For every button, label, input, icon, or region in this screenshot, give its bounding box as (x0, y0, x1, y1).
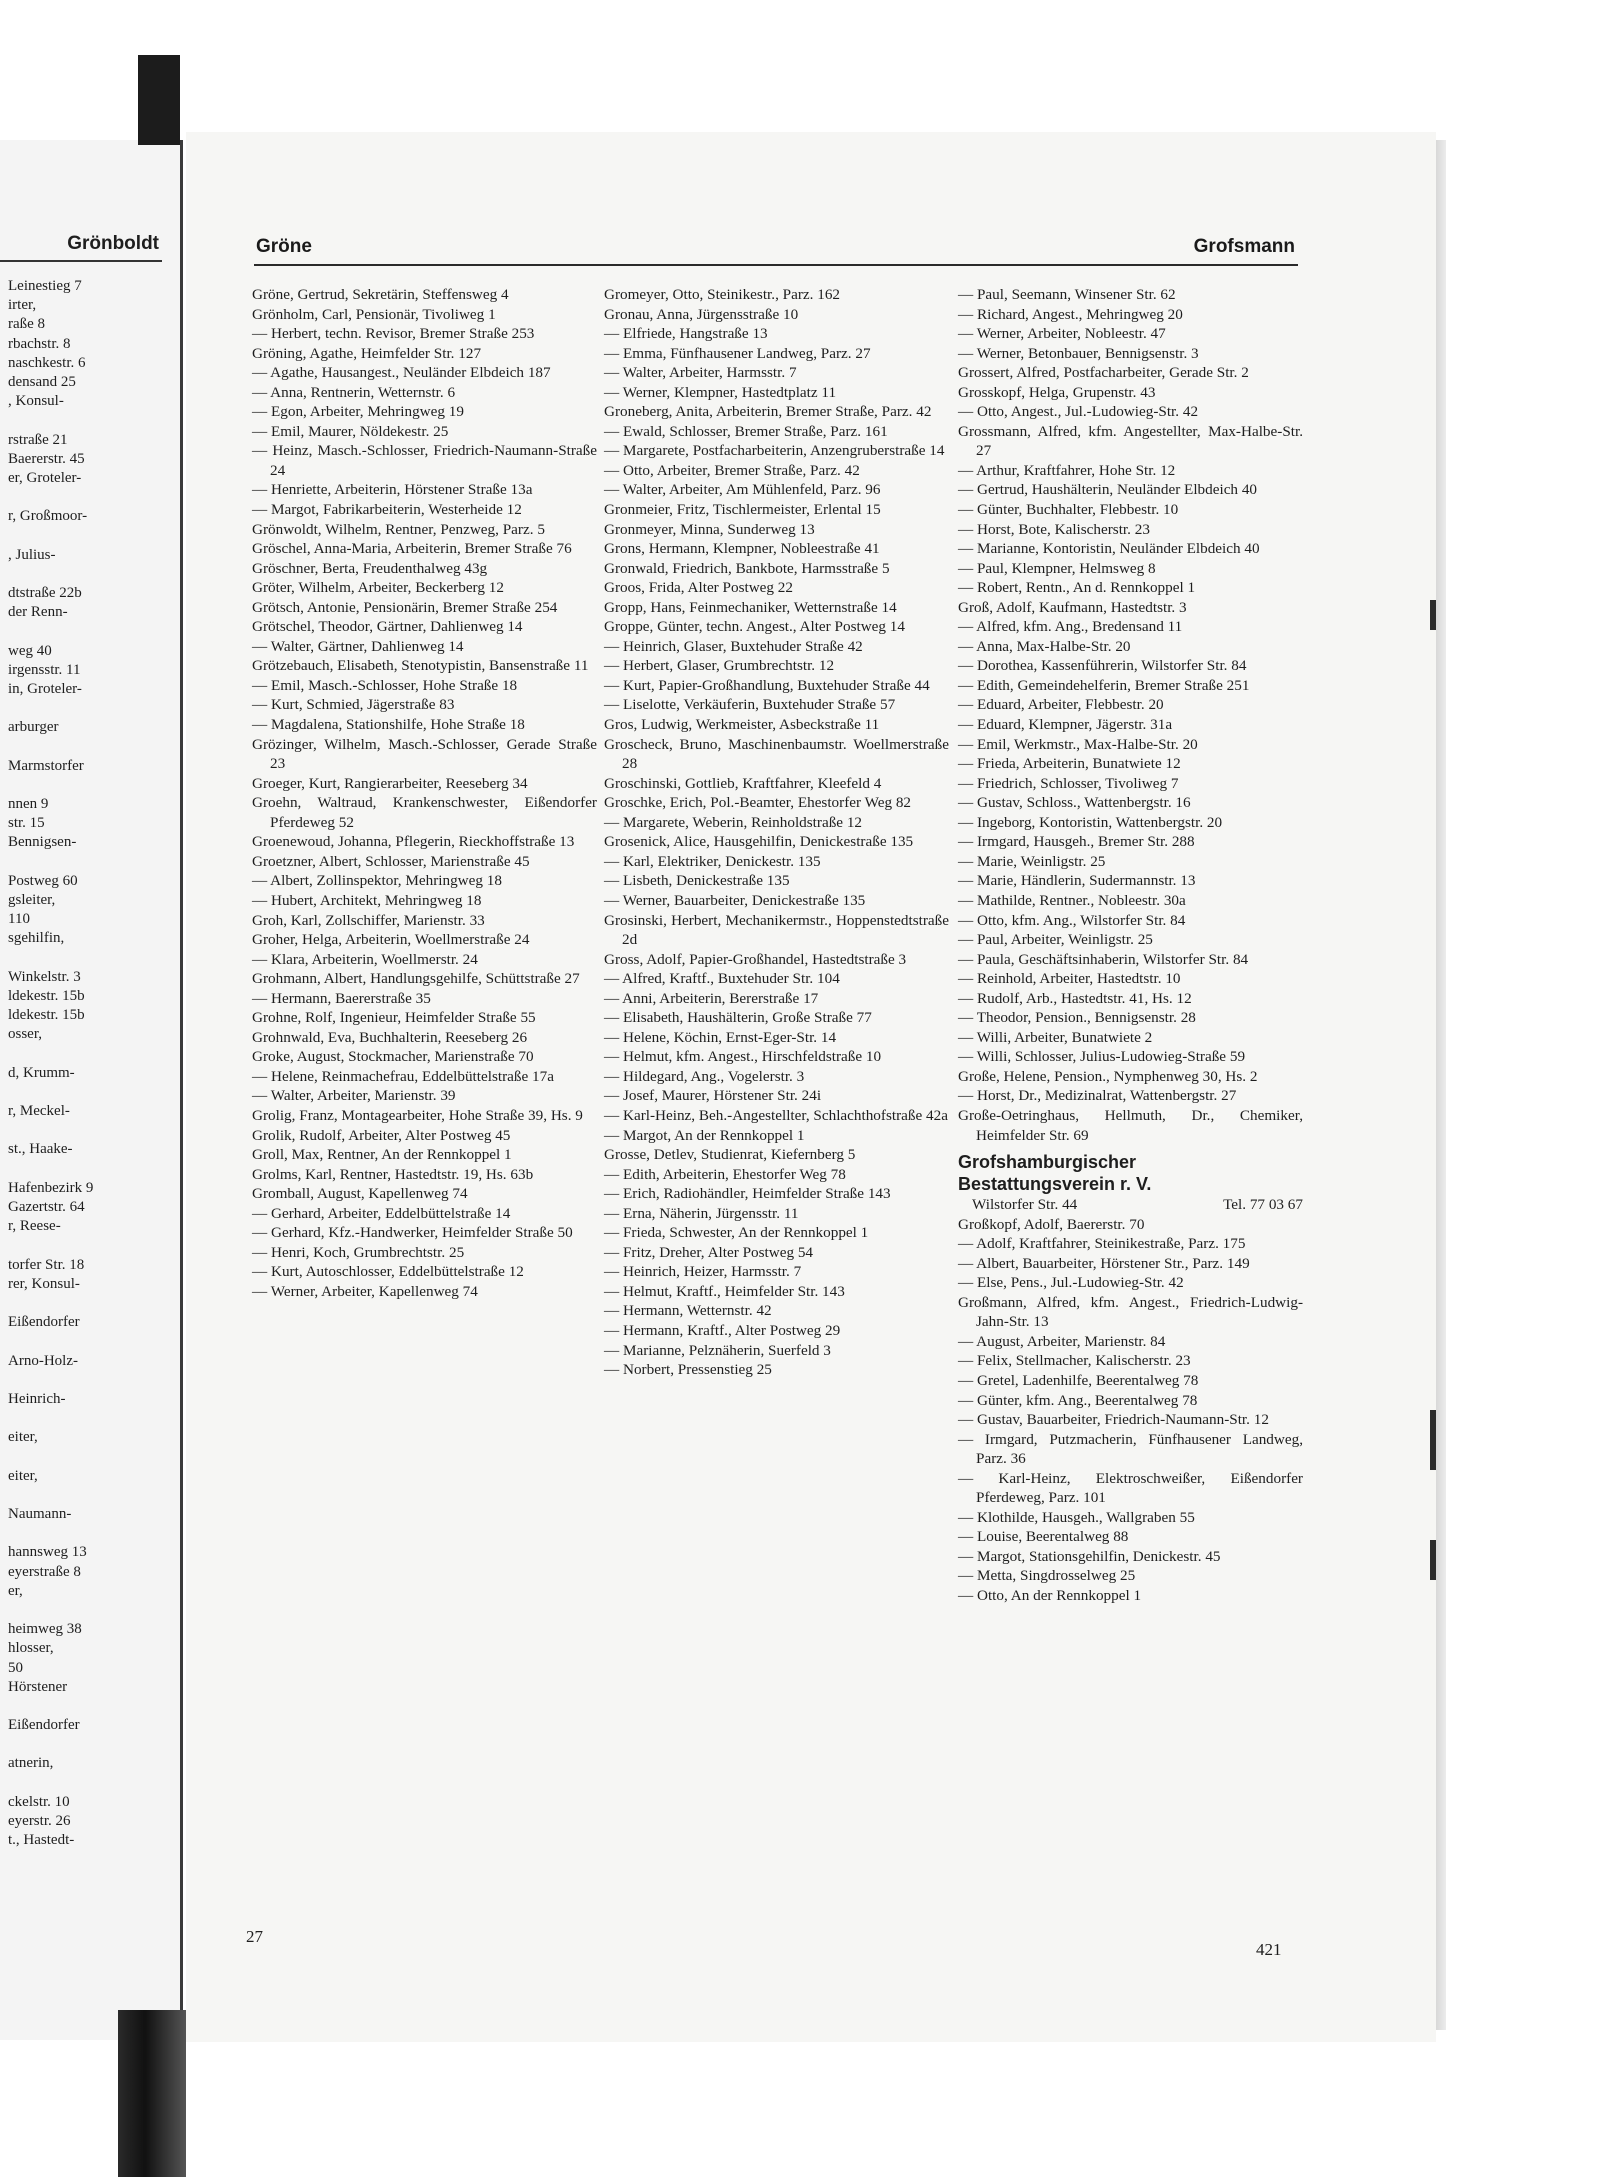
left-page-line (8, 1161, 168, 1180)
directory-entry: — Heinrich, Heizer, Harmsstr. 7 (604, 1263, 802, 1281)
directory-entry: Grönholm, Carl, Pensionär, Tivoliweg 1 (252, 305, 496, 323)
left-page-line: der Renn- (8, 604, 68, 621)
left-page-line (8, 1046, 168, 1065)
left-page-line: raße 8 (8, 316, 46, 333)
directory-entry: — Otto, kfm. Ang., Wilstorfer Str. 84 (958, 911, 1186, 929)
left-page-line (8, 1295, 168, 1314)
directory-entry: — Erich, Radiohändler, Heimfelder Straße 143 (604, 1185, 891, 1203)
directory-entry: — Louise, Beerentalweg 88 (958, 1528, 1129, 1546)
directory-entry: — Else, Pens., Jul.-Ludowieg-Str. 42 (958, 1274, 1184, 1292)
left-page-line: r, Meckel- (8, 1103, 70, 1120)
left-page-line (8, 489, 168, 508)
directory-entry: — Anni, Arbeiterin, Bererstraße 17 (604, 989, 819, 1007)
left-page-line: Arno-Holz- (8, 1352, 78, 1369)
left-page-line: Winkelstr. 3 (8, 968, 81, 985)
directory-entry: Gropp, Hans, Feinmechaniker, Wetternstraße 14 (604, 598, 897, 616)
left-page-line: torfer Str. 18 (8, 1256, 85, 1273)
directory-entry: Grohmann, Albert, Handlungsgehilfe, Schüttstraße 27 (252, 970, 580, 988)
page-number-left: 27 (246, 1927, 263, 1946)
directory-column-1 (252, 285, 597, 1301)
directory-entry: — Hermann, Wetternstr. 42 (604, 1302, 772, 1320)
left-page-fragment (0, 140, 183, 2040)
directory-entry: Grossmann, Alfred, kfm. Angestellter, Max-Halbe-Str. 27 (958, 422, 1303, 460)
directory-entry: Große, Helene, Pension., Nymphenweg 30, Hs. 2 (958, 1067, 1258, 1085)
directory-entry: — Lisbeth, Denickestraße 135 (604, 872, 790, 890)
directory-entry: — Kurt, Papier-Großhandlung, Buxtehuder Straße 44 (604, 676, 930, 694)
left-page-line (8, 1410, 168, 1429)
directory-entry: — Irmgard, Putzmacherin, Fünfhausener Landweg, Parz. 36 (958, 1430, 1303, 1468)
directory-entry: Grosskopf, Helga, Grupenstr. 43 (958, 383, 1156, 401)
directory-entry: Gronmeier, Fritz, Tischlermeister, Erlental 15 (604, 501, 881, 519)
directory-entry: — Marie, Weinligstr. 25 (958, 852, 1106, 870)
directory-entry: — Agathe, Hausangest., Neuländer Elbdeich 187 (252, 364, 551, 382)
directory-entry: Grötzebauch, Elisabeth, Stenotypistin, Bansenstraße 11 (252, 657, 589, 675)
directory-entry: — Friedrich, Schlosser, Tivoliweg 7 (958, 774, 1179, 792)
directory-entry: Grolms, Karl, Rentner, Hastedtstr. 19, Hs. 63b (252, 1165, 534, 1183)
left-page-line: naschkestr. 6 (8, 354, 86, 371)
running-head-left: Gröne (256, 236, 312, 257)
directory-entry: — Kurt, Autoschlosser, Eddelbüttelstraße 12 (252, 1263, 524, 1281)
advert-phone: Tel. 77 03 67 (1223, 1196, 1303, 1214)
left-page-line: str. 15 (8, 815, 45, 832)
directory-entry: Grözinger, Wilhelm, Masch.-Schlosser, Gerade Straße 23 (252, 735, 597, 773)
directory-entry: — Henri, Koch, Grumbrechtstr. 25 (252, 1243, 465, 1261)
left-page-line: nnen 9 (8, 796, 49, 813)
directory-entry: — Hildegard, Ang., Vogelerstr. 3 (604, 1067, 805, 1085)
directory-entry: — Elisabeth, Haushälterin, Große Straße 77 (604, 1009, 872, 1027)
directory-entry: — Frieda, Schwester, An der Rennkoppel 1 (604, 1224, 869, 1242)
directory-entry: Grohnwald, Eva, Buchhalterin, Reeseberg 26 (252, 1028, 528, 1046)
directory-entry: — Eduard, Klempner, Jägerstr. 31a (958, 716, 1173, 734)
directory-entry: Grötsch, Antonie, Pensionärin, Bremer Straße 254 (252, 598, 558, 616)
directory-entry: — Werner, Bauarbeiter, Denickestraße 135 (604, 891, 866, 909)
directory-entry: Groenewoud, Johanna, Pflegerin, Rieckhoffstraße 13 (252, 833, 575, 851)
directory-entry: — Otto, Arbeiter, Bremer Straße, Parz. 42 (604, 461, 860, 479)
directory-entry: Großkopf, Adolf, Baererstr. 70 (958, 1215, 1145, 1233)
directory-entry: — Anna, Max-Halbe-Str. 20 (958, 637, 1131, 655)
directory-entry: Groll, Max, Rentner, An der Rennkoppel 1 (252, 1146, 512, 1164)
directory-entry: Gröne, Gertrud, Sekretärin, Steffensweg 4 (252, 286, 509, 303)
directory-entry: — Margarete, Weberin, Reinholdstraße 12 (604, 813, 863, 831)
directory-entry: — Walter, Arbeiter, Am Mühlenfeld, Parz. 96 (604, 481, 881, 499)
directory-entry: — Reinhold, Arbeiter, Hastedtstr. 10 (958, 970, 1181, 988)
left-page-line: t., Hastedt- (8, 1832, 75, 1849)
margin-scan-mark (1430, 1540, 1436, 1580)
directory-entry: — Karl, Elektriker, Denickestr. 135 (604, 852, 821, 870)
left-page-line: Marmstorfer (8, 757, 84, 774)
directory-entry: Gross, Adolf, Papier-Großhandel, Hastedtstraße 3 (604, 950, 907, 968)
directory-entry: — Richard, Angest., Mehringweg 20 (958, 305, 1183, 323)
directory-entry: — Helmut, kfm. Angest., Hirschfeldstraße 10 (604, 1048, 882, 1066)
directory-entry: — Gustav, Schloss., Wattenbergstr. 16 (958, 794, 1191, 812)
directory-entry: — Robert, Rentn., An d. Rennkoppel 1 (958, 579, 1196, 597)
left-page-line: 110 (8, 911, 30, 928)
left-page-line (8, 1084, 168, 1103)
directory-entry: Groos, Frida, Alter Postweg 22 (604, 579, 793, 597)
left-running-head: Grönboldt (67, 233, 159, 254)
left-page-line: weg 40 (8, 642, 52, 659)
left-page-line: eyerstraße 8 (8, 1563, 81, 1580)
directory-entry: Gros, Ludwig, Werkmeister, Asbeckstraße 11 (604, 716, 880, 734)
running-head-right: Grofsmann (1193, 236, 1295, 257)
left-page-line (8, 1602, 168, 1621)
directory-entry: — Irmgard, Hausgeh., Bremer Str. 288 (958, 833, 1195, 851)
directory-entry: — Günter, kfm. Ang., Beerentalweg 78 (958, 1391, 1198, 1409)
directory-entry: — Helene, Köchin, Ernst-Eger-Str. 14 (604, 1028, 837, 1046)
directory-entry: — Walter, Arbeiter, Harmsstr. 7 (604, 364, 797, 382)
directory-entry: Grolik, Rudolf, Arbeiter, Alter Postweg 45 (252, 1126, 511, 1144)
directory-entry: — Paula, Geschäftsinhaberin, Wilstorfer Str. 84 (958, 950, 1249, 968)
directory-entry: Gronau, Anna, Jürgensstraße 10 (604, 305, 799, 323)
left-page-line (8, 1448, 168, 1467)
left-page-line (8, 777, 168, 796)
directory-entry: — Gretel, Ladenhilfe, Beerentalweg 78 (958, 1371, 1199, 1389)
left-page-line: osser, (8, 1026, 42, 1043)
directory-entry: — Herbert, Glaser, Grumbrechtstr. 12 (604, 657, 835, 675)
directory-entry: Grosenick, Alice, Hausgehilfin, Denickestraße 135 (604, 833, 914, 851)
directory-entry: — Josef, Maurer, Hörstener Str. 24i (604, 1087, 822, 1105)
directory-entry: — Elfriede, Hangstraße 13 (604, 325, 768, 343)
left-page-line (8, 700, 168, 719)
left-page-line: rer, Konsul- (8, 1275, 80, 1292)
left-head-rule (0, 260, 162, 262)
page-number-right: 421 (1256, 1940, 1282, 1959)
directory-entry: Grossert, Alfred, Postfacharbeiter, Gerade Str. 2 (958, 364, 1249, 382)
directory-entry: — Arthur, Kraftfahrer, Hohe Str. 12 (958, 461, 1176, 479)
left-page-line: atnerin, (8, 1755, 54, 1772)
left-page-line (8, 1698, 168, 1717)
directory-entry: — Fritz, Dreher, Alter Postweg 54 (604, 1243, 814, 1261)
directory-entry: — Gertrud, Haushälterin, Neuländer Elbdeich 40 (958, 481, 1258, 499)
directory-entry: — Marianne, Pelznäherin, Suerfeld 3 (604, 1341, 831, 1359)
left-page-lines (8, 278, 168, 1851)
left-page-line (8, 950, 168, 969)
page-edge (1436, 140, 1446, 2030)
left-page-line: in, Groteler- (8, 680, 82, 697)
left-page-line (8, 1525, 168, 1544)
directory-entry: — Hermann, Baererstraße 35 (252, 989, 431, 1007)
directory-entry: — Herbert, techn. Revisor, Bremer Straße 253 (252, 325, 535, 343)
left-page-line (8, 1487, 168, 1506)
directory-entry: Grons, Hermann, Klempner, Nobleestraße 41 (604, 540, 880, 558)
left-page-line: eiter, (8, 1467, 38, 1484)
left-page-line: arburger (8, 719, 59, 736)
left-page-line: , Julius- (8, 546, 56, 563)
directory-entry: — Emil, Maurer, Nöldekestr. 25 (252, 422, 449, 440)
left-page-line: irter, (8, 297, 37, 314)
directory-entry: — Adolf, Kraftfahrer, Steinikestraße, Parz. 175 (958, 1235, 1246, 1253)
directory-entry: — Albert, Bauarbeiter, Hörstener Str., Parz. 149 (958, 1254, 1250, 1272)
left-page-line: rstraße 21 (8, 431, 68, 448)
directory-entry: Groh, Karl, Zollschiffer, Marienstr. 33 (252, 911, 485, 929)
left-page-line: , Konsul- (8, 393, 64, 410)
directory-column-2 (604, 285, 949, 1380)
directory-entry: Groehn, Waltraud, Krankenschwester, Eißendorfer Pferdeweg 52 (252, 794, 597, 831)
directory-entry: Groscheck, Bruno, Maschinenbaumstr. Woellmerstraße 28 (604, 735, 949, 773)
directory-entry: — Paul, Arbeiter, Weinligstr. 25 (958, 931, 1153, 949)
directory-entry: — Werner, Klempner, Hastedtplatz 11 (604, 383, 837, 401)
directory-entry: — Helene, Reinmachefrau, Eddelbüttelstraße 17a (252, 1067, 554, 1085)
directory-entry: Gromeyer, Otto, Steinikestr., Parz. 162 (604, 286, 841, 303)
left-page-line: eiter, (8, 1429, 38, 1446)
directory-entry: — Klara, Arbeiterin, Woellmerstr. 24 (252, 950, 478, 968)
left-page-line (8, 1333, 168, 1352)
left-page-line: Hörstener (8, 1678, 68, 1695)
directory-entry: — Felix, Stellmacher, Kalischerstr. 23 (958, 1352, 1191, 1370)
left-page-line (8, 623, 168, 642)
left-page-line: heimweg 38 (8, 1621, 82, 1638)
directory-entry: — Margarete, Postfacharbeiterin, Anzengruberstraße 14 (604, 442, 945, 460)
directory-entry: Groppe, Günter, techn. Angest., Alter Postweg 14 (604, 618, 905, 636)
left-page-line: rbachstr. 8 (8, 335, 71, 352)
directory-entry: Grönwoldt, Wilhelm, Rentner, Penzweg, Parz. 5 (252, 520, 545, 538)
directory-entry: — Günter, Buchhalter, Flebbestr. 10 (958, 501, 1179, 519)
directory-entry: — Marie, Händlerin, Sudermannstr. 13 (958, 872, 1196, 890)
directory-entry: — Willi, Schlosser, Julius-Ludowieg-Straße 59 (958, 1048, 1246, 1066)
directory-entry: — Eduard, Arbeiter, Flebbestr. 20 (958, 696, 1164, 714)
directory-entry: — August, Arbeiter, Marienstr. 84 (958, 1332, 1166, 1350)
directory-entry: Gröschner, Berta, Freudenthalweg 43g (252, 559, 488, 577)
directory-entry: — Margot, An der Rennkoppel 1 (604, 1126, 805, 1144)
left-page-line (8, 1736, 168, 1755)
directory-entry: — Liselotte, Verkäuferin, Buxtehuder Straße 57 (604, 696, 896, 714)
directory-entry: Grosinski, Herbert, Mechanikermstr., Hoppenstedtstraße 2d (604, 911, 949, 949)
directory-entry: — Ingeborg, Kontoristin, Wattenbergstr. 20 (958, 813, 1223, 831)
directory-entry: — Heinz, Masch.-Schlosser, Friedrich-Naumann-Straße 24 (252, 442, 597, 479)
directory-entry: — Marianne, Kontoristin, Neuländer Elbdeich 40 (958, 540, 1260, 558)
left-page-line (8, 412, 168, 431)
directory-entry: — Metta, Singdrosselweg 25 (958, 1567, 1136, 1585)
directory-entry: Große-Oetringhaus, Hellmuth, Dr., Chemiker, Heimfelder Str. 69 (958, 1106, 1303, 1144)
directory-entry: — Paul, Klempner, Helmsweg 8 (958, 559, 1156, 577)
left-page-line: Naumann- (8, 1506, 72, 1522)
left-page-line: 50 (8, 1659, 23, 1676)
left-page-line: er, (8, 1582, 23, 1599)
directory-entry: — Ewald, Schlosser, Bremer Straße, Parz. 161 (604, 422, 888, 440)
directory-entry: Groschke, Erich, Pol.-Beamter, Ehestorfer Weg 82 (604, 794, 912, 812)
directory-entry: — Gerhard, Arbeiter, Eddelbüttelstraße 14 (252, 1204, 511, 1222)
directory-entry: Groeger, Kurt, Rangierarbeiter, Reeseberg 34 (252, 774, 528, 792)
directory-entry: Gröning, Agathe, Heimfelder Str. 127 (252, 344, 482, 362)
directory-entry: Groher, Helga, Arbeiterin, Woellmerstraße 24 (252, 931, 530, 949)
directory-entry: — Helmut, Kraftf., Heimfelder Str. 143 (604, 1282, 845, 1300)
left-page-line: sgehilfin, (8, 930, 65, 947)
left-page-line (8, 1237, 168, 1256)
left-page-line: Heinrich- (8, 1390, 66, 1407)
directory-entry: — Horst, Bote, Kalischerstr. 23 (958, 520, 1150, 538)
directory-entry: — Heinrich, Glaser, Buxtehuder Straße 42 (604, 637, 863, 655)
left-page-line: Gazertstr. 64 (8, 1199, 85, 1215)
left-page-line: irgensstr. 11 (8, 661, 81, 678)
directory-entry: — Emil, Werkmstr., Max-Halbe-Str. 20 (958, 735, 1198, 753)
binding-strip-top (138, 55, 180, 145)
directory-entry: — Emma, Fünfhausener Landweg, Parz. 27 (604, 344, 871, 362)
left-page-line: hannsweg 13 (8, 1544, 87, 1561)
directory-entry: Groneberg, Anita, Arbeiterin, Bremer Straße, Parz. 42 (604, 403, 932, 421)
left-page-line: hlosser, (8, 1640, 54, 1657)
binding-strip-bottom (118, 2010, 186, 2177)
directory-entry: Grohne, Rolf, Ingenieur, Heimfelder Straße 55 (252, 1009, 536, 1027)
left-page-line: dtstraße 22b (8, 585, 82, 601)
directory-entry: Gröter, Wilhelm, Arbeiter, Beckerberg 12 (252, 579, 504, 597)
directory-entry: — Hermann, Kraftf., Alter Postweg 29 (604, 1321, 841, 1339)
left-page-line: densand 25 (8, 373, 76, 390)
directory-entry: — Albert, Zollinspektor, Mehringweg 18 (252, 872, 502, 890)
directory-entry: — Werner, Arbeiter, Kapellenweg 74 (252, 1282, 478, 1300)
directory-entry: — Werner, Arbeiter, Nobleestr. 47 (958, 325, 1166, 343)
directory-entry: — Theodor, Pension., Bennigsenstr. 28 (958, 1009, 1196, 1027)
advert-line-1: Grofshamburgischer (958, 1152, 1137, 1173)
advert-line-2: Bestattungsverein r. V. (958, 1174, 1152, 1195)
directory-entry: Groschinski, Gottlieb, Kraftfahrer, Kleefeld 4 (604, 774, 882, 792)
directory-entry: — Margot, Stationsgehilfin, Denickestr. 45 (958, 1547, 1221, 1565)
directory-entry: Grosse, Detlev, Studienrat, Kiefernberg 5 (604, 1146, 856, 1164)
directory-entry: — Dorothea, Kassenführerin, Wilstorfer Str. 84 (958, 657, 1247, 675)
directory-entry: — Edith, Gemeindehelferin, Bremer Straße 251 (958, 676, 1250, 694)
directory-entry: — Karl-Heinz, Beh.-Angestellter, Schlachthofstraße 42a (604, 1106, 948, 1124)
directory-entry: Großmann, Alfred, kfm. Angest., Friedrich-Ludwig-Jahn-Str. 13 (958, 1293, 1303, 1331)
directory-entry: — Margot, Fabrikarbeiterin, Westerheide 12 (252, 501, 522, 519)
left-page-line: Bennigsen- (8, 834, 77, 851)
directory-entry: — Gustav, Bauarbeiter, Friedrich-Naumann-Str. 12 (958, 1411, 1269, 1429)
margin-scan-mark (1430, 600, 1436, 630)
directory-entry: — Willi, Arbeiter, Bunatwiete 2 (958, 1028, 1153, 1046)
left-page-line: ldekestr. 15b (8, 1007, 85, 1024)
directory-entry: — Edith, Arbeiterin, Ehestorfer Weg 78 (604, 1165, 846, 1183)
left-page-line: ldekestr. 15b (8, 987, 85, 1004)
directory-column-3 (958, 285, 1303, 1606)
directory-entry: — Hubert, Architekt, Mehringweg 18 (252, 891, 482, 909)
directory-entry: — Mathilde, Rentner., Nobleestr. 30a (958, 891, 1186, 909)
advert-address-row (958, 1195, 1303, 1215)
directory-entry: Groetzner, Albert, Schlosser, Marienstraße 45 (252, 852, 530, 870)
directory-entry: Gröschel, Anna-Maria, Arbeiterin, Bremer Straße 76 (252, 540, 572, 558)
directory-entry: — Horst, Dr., Medizinalrat, Wattenbergstr. 27 (958, 1087, 1237, 1105)
directory-entry: — Otto, Angest., Jul.-Ludowieg-Str. 42 (958, 403, 1199, 421)
left-page-line: gsleiter, (8, 892, 56, 908)
directory-entry: — Magdalena, Stationshilfe, Hohe Straße 18 (252, 716, 525, 734)
directory-entry: — Norbert, Pressenstieg 25 (604, 1361, 772, 1379)
left-page-line: d, Krumm- (8, 1064, 75, 1081)
left-page-line (8, 1122, 168, 1141)
directory-entry: — Paul, Seemann, Winsener Str. 62 (958, 286, 1176, 303)
advert-address: Wilstorfer Str. 44 (972, 1196, 1078, 1214)
left-page-line: st., Haake- (8, 1141, 73, 1158)
directory-entry: — Alfred, Kraftf., Buxtehuder Str. 104 (604, 970, 840, 988)
directory-entry: — Frieda, Arbeiterin, Bunatwiete 12 (958, 755, 1181, 773)
left-page-line (8, 854, 168, 873)
directory-entry: — Alfred, kfm. Ang., Bredensand 11 (958, 618, 1183, 636)
margin-scan-mark (1430, 1410, 1436, 1470)
directory-entry: — Erna, Näherin, Jürgensstr. 11 (604, 1204, 799, 1222)
left-page-line: Postweg 60 (8, 872, 78, 889)
left-page-line: Leinestieg 7 (8, 278, 82, 294)
directory-entry: Gromball, August, Kapellenweg 74 (252, 1185, 468, 1203)
directory-entry: Gronwald, Friedrich, Bankbote, Harmsstraße 5 (604, 559, 890, 577)
left-page-line: Baererstr. 45 (8, 450, 85, 467)
directory-entry: — Rudolf, Arb., Hastedtstr. 41, Hs. 12 (958, 989, 1192, 1007)
left-page-line: r, Reese- (8, 1218, 61, 1235)
directory-entry: — Anna, Rentnerin, Wetternstr. 6 (252, 383, 456, 401)
left-page-line (8, 566, 168, 585)
left-page-line: eyerstr. 26 (8, 1813, 71, 1829)
directory-entry: — Walter, Arbeiter, Marienstr. 39 (252, 1087, 456, 1105)
left-page-line: Eißendorfer (8, 1314, 80, 1331)
directory-entry: Groke, August, Stockmacher, Marienstraße 70 (252, 1048, 534, 1066)
left-page-line (8, 527, 168, 546)
header-rule (254, 264, 1298, 266)
directory-entry: — Gerhard, Kfz.-Handwerker, Heimfelder Straße 50 (252, 1224, 573, 1242)
directory-entry: — Egon, Arbeiter, Mehringweg 19 (252, 403, 464, 421)
left-page-line (8, 1372, 168, 1391)
directory-entry: — Karl-Heinz, Elektroschweißer, Eißendorfer Pferdeweg, Parz. 101 (958, 1469, 1303, 1507)
directory-entry: — Klothilde, Hausgeh., Wallgraben 55 (958, 1508, 1195, 1526)
left-page-line: Hafenbezirk 9 (8, 1179, 94, 1196)
directory-entry: Groß, Adolf, Kaufmann, Hastedtstr. 3 (958, 598, 1187, 616)
directory-entry: — Walter, Gärtner, Dahlienweg 14 (252, 637, 464, 655)
directory-entry: Grötschel, Theodor, Gärtner, Dahlienweg 14 (252, 618, 523, 636)
left-page-line (8, 739, 168, 758)
left-page-line: ckelstr. 10 (8, 1793, 70, 1810)
directory-entry: — Emil, Masch.-Schlosser, Hohe Straße 18 (252, 676, 518, 694)
left-page-line: Eißendorfer (8, 1717, 80, 1734)
directory-entry: — Werner, Betonbauer, Bennigsenstr. 3 (958, 344, 1199, 362)
directory-entry: — Henriette, Arbeiterin, Hörstener Straße 13a (252, 481, 533, 499)
left-page-line: r, Großmoor- (8, 508, 88, 525)
left-page-line (8, 1775, 168, 1794)
directory-entry: — Otto, An der Rennkoppel 1 (958, 1587, 1142, 1604)
directory-entry: Grolig, Franz, Montagearbeiter, Hohe Straße 39, Hs. 9 (252, 1106, 583, 1124)
directory-entry: Gronmeyer, Minna, Sunderweg 13 (604, 520, 815, 538)
left-page-line: er, Groteler- (8, 469, 82, 486)
directory-entry: — Kurt, Schmied, Jägerstraße 83 (252, 696, 455, 714)
